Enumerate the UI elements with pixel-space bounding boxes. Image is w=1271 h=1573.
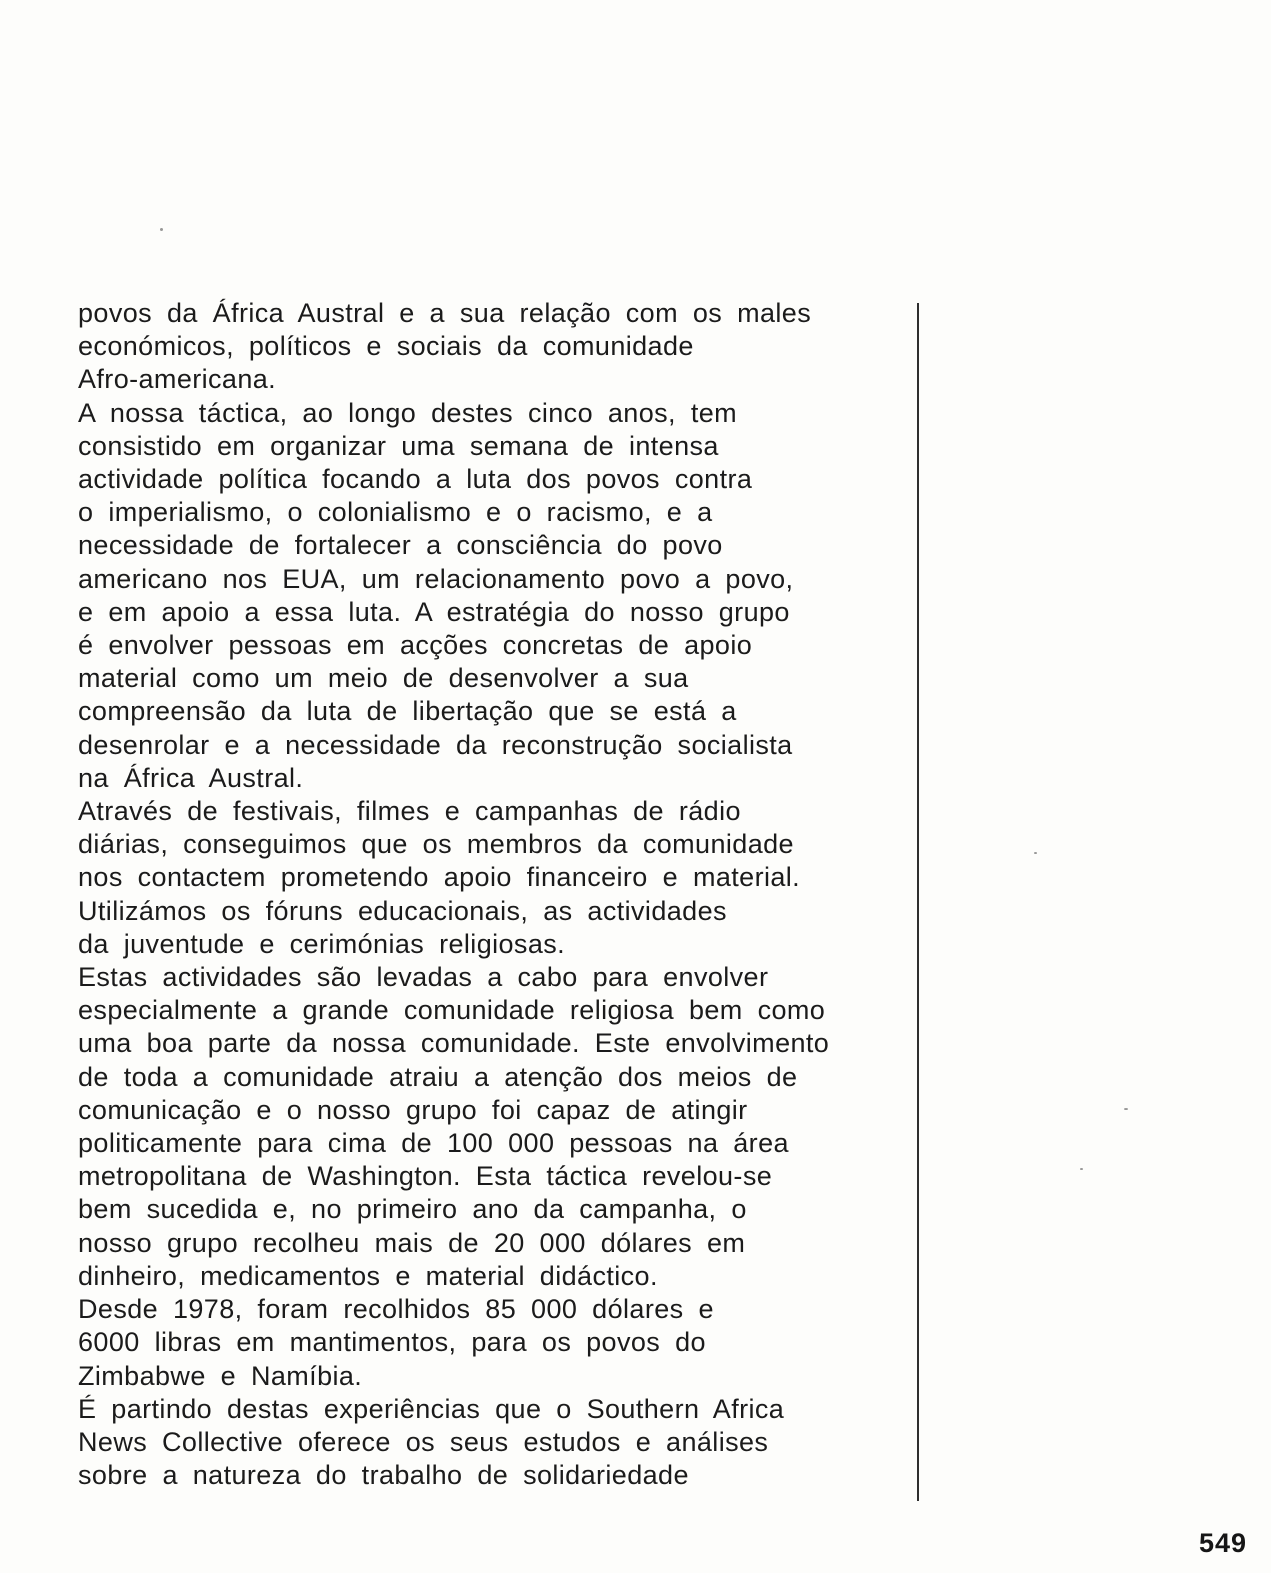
text-line: e em apoio a essa luta. A estratégia do nosso grupo [78,596,790,627]
text-line: compreensão da luta de libertação que se está a [78,696,737,727]
text-line: sobre a natureza do trabalho de solidariedade [78,1460,689,1491]
scan-speck [1080,1168,1083,1170]
text-line: diárias, conseguimos que os membros da comunidade [78,829,794,860]
text-line: material como um meio de desenvolver a sua [78,663,689,694]
text-line: desenrolar e a necessidade da reconstrução socialista [78,729,793,760]
text-line: necessidade de fortalecer a consciência do povo [78,530,723,561]
scan-speck [1034,852,1037,854]
text-line: Desde 1978, foram recolhidos 85 000 dólares e [78,1294,714,1325]
text-line: Estas actividades são levadas a cabo para envolver [78,962,769,993]
text-line: metropolitana de Washington. Esta táctica revelou-se [78,1161,773,1192]
text-line: povos da África Austral e a sua relação com os males [78,298,812,328]
text-line: americano nos EUA, um relacionamento povo a povo, [78,563,794,594]
text-line: Utilizámos os fóruns educacionais, as actividades [78,895,727,926]
text-line: Zimbabwe e Namíbia. [78,1360,363,1391]
text-line: económicos, políticos e sociais da comunidade [78,331,694,362]
text-line: de toda a comunidade atraiu a atenção dos meios de [78,1061,798,1092]
text-line: o imperialismo, o colonialismo e o racismo, e a [78,497,713,528]
text-line: News Collective oferece os seus estudos e análises [78,1426,769,1457]
page-number: 549 [1198,1528,1247,1558]
vertical-rule [917,303,919,1501]
text-line: é envolver pessoas em acções concretas de apoio [78,630,753,661]
text-line: actividade política focando a luta dos povos contra [78,464,753,495]
text-line: uma boa parte da nossa comunidade. Este envolvimento [78,1028,830,1059]
text-line: 6000 libras em mantimentos, para os povos do [78,1327,706,1358]
text-line: dinheiro, medicamentos e material didáctico. [78,1260,658,1291]
text-line: comunicação e o nosso grupo foi capaz de atingir [78,1094,748,1125]
scan-speck [160,228,163,231]
text-line: Afro-americana. [78,364,277,395]
text-line: especialmente a grande comunidade religiosa bem como [78,995,826,1026]
text-line: bem sucedida e, no primeiro ano da campanha, o [78,1194,747,1225]
scan-speck [1124,1108,1128,1110]
text-line: na África Austral. [78,762,304,793]
text-line: consistido em organizar uma semana de intensa [78,430,719,461]
text-line: politicamente para cima de 100 000 pessoas na área [78,1128,789,1159]
text-line: A nossa táctica, ao longo destes cinco anos, tem [78,397,738,428]
body-text [78,297,910,1492]
text-line: É partindo destas experiências que o Southern Africa [78,1393,785,1424]
text-line: Através de festivais, filmes e campanhas de rádio [78,796,741,827]
text-line: nos contactem prometendo apoio financeiro e material. [78,862,801,893]
text-line: da juventude e cerimónias religiosas. [78,928,566,959]
text-line: nosso grupo recolheu mais de 20 000 dólares em [78,1227,746,1258]
